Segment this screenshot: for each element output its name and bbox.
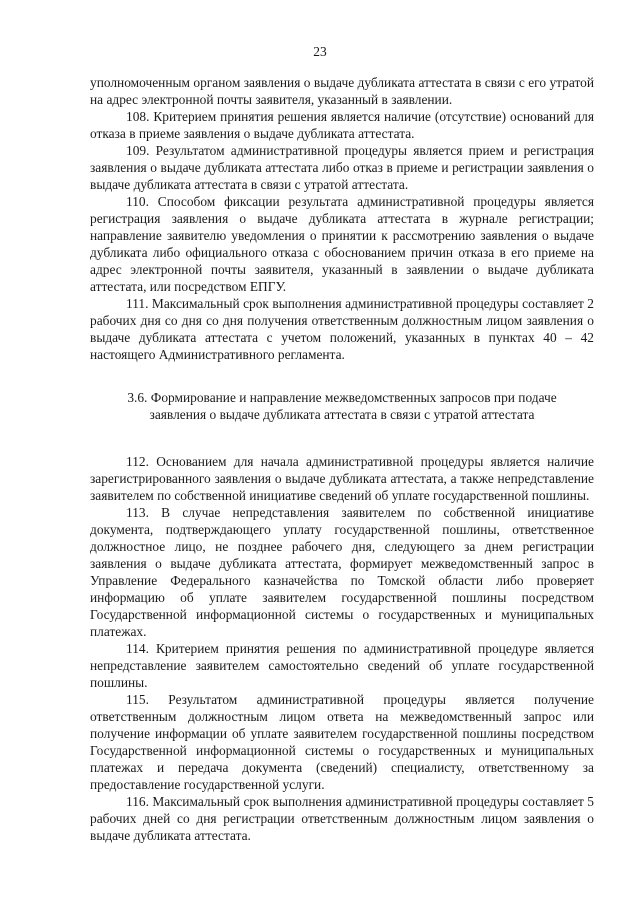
paragraph-109: 109. Результатом административной процедуры является прием и регистрация заявления о выдаче дубликата аттестата либо отказ в приеме и регистрации заявления о выдаче дубликата аттестата в связи с утратой аттестата. bbox=[90, 143, 594, 192]
page-number: 23 bbox=[313, 44, 327, 59]
section-heading-line-2: заявления о выдаче дубликата аттестата в связи с утратой аттестата bbox=[149, 407, 535, 422]
paragraph-115: 115. Результатом административной процедуры является получение ответственным должностным лицом ответа на межведомственный запрос или получение информации об уплате заявителем государственной пошлины посредством Государственной информационной системы о государственных и муниципальных платежах и передача документа (сведений) специалисту, ответственному за предоставление государственной услуги. bbox=[90, 692, 594, 792]
section-heading-line-1: 3.6. Формирование и направление межведомственных запросов при подаче bbox=[127, 390, 557, 405]
paragraph-continuation: уполномоченным органом заявления о выдаче дубликата аттестата в связи с его утратой на адрес электронной почты заявителя, указанный в заявлении. bbox=[90, 75, 594, 107]
paragraph-112: 112. Основанием для начала административной процедуры является наличие зарегистрированного заявления о выдаче дубликата аттестата, а также непредставление заявителем по собственной инициативе сведений об уплате государственной пошлины. bbox=[90, 454, 594, 503]
paragraph-111: 111. Максимальный срок выполнения административной процедуры составляет 2 рабочих дня со дня со дня получения ответственным должностным лицом заявления о выдаче дубликата аттестата с учетом положений, указанных в пунктах 40 – 42 настоящего Административного регламента. bbox=[90, 296, 594, 362]
document-body bbox=[90, 74, 594, 844]
paragraph-116: 116. Максимальный срок выполнения административной процедуры составляет 5 рабочих дней со дня регистрации ответственным должностным лицом заявления о выдаче дубликата аттестата. bbox=[90, 794, 594, 843]
paragraph-114: 114. Критерием принятия решения по административной процедуре является непредставление заявителем самостоятельно сведений об уплате государственной пошлины. bbox=[90, 641, 594, 690]
section-heading bbox=[90, 389, 594, 423]
paragraph-113: 113. В случае непредставления заявителем по собственной инициативе документа, подтверждающего уплату государственной пошлины, ответственное должностное лицо, не позднее рабочего дня, следующего за днем регистрации заявления о выдаче дубликата аттестата, формирует межведомственный запрос в Управление Федерального казначейства по Томской области либо проверяет информацию об уплате заявителем государственной пошлины посредством Государственной информационной системы о государственных и муниципальных платежах. bbox=[90, 505, 594, 639]
paragraph-110: 110. Способом фиксации результата административной процедуры является регистрация заявления о выдаче дубликата аттестата в журнале регистрации; направление заявителю уведомления о принятии к рассмотрению заявления о выдаче дубликата либо официального отказа с обоснованием причин отказа в его приеме на адрес электронной почты заявителя, указанный в заявлении о выдаче дубликата аттестата, или посредством ЕПГУ. bbox=[90, 194, 594, 294]
paragraph-108: 108. Критерием принятия решения является наличие (отсутствие) оснований для отказа в приеме заявления о выдаче дубликата аттестата. bbox=[90, 109, 594, 141]
